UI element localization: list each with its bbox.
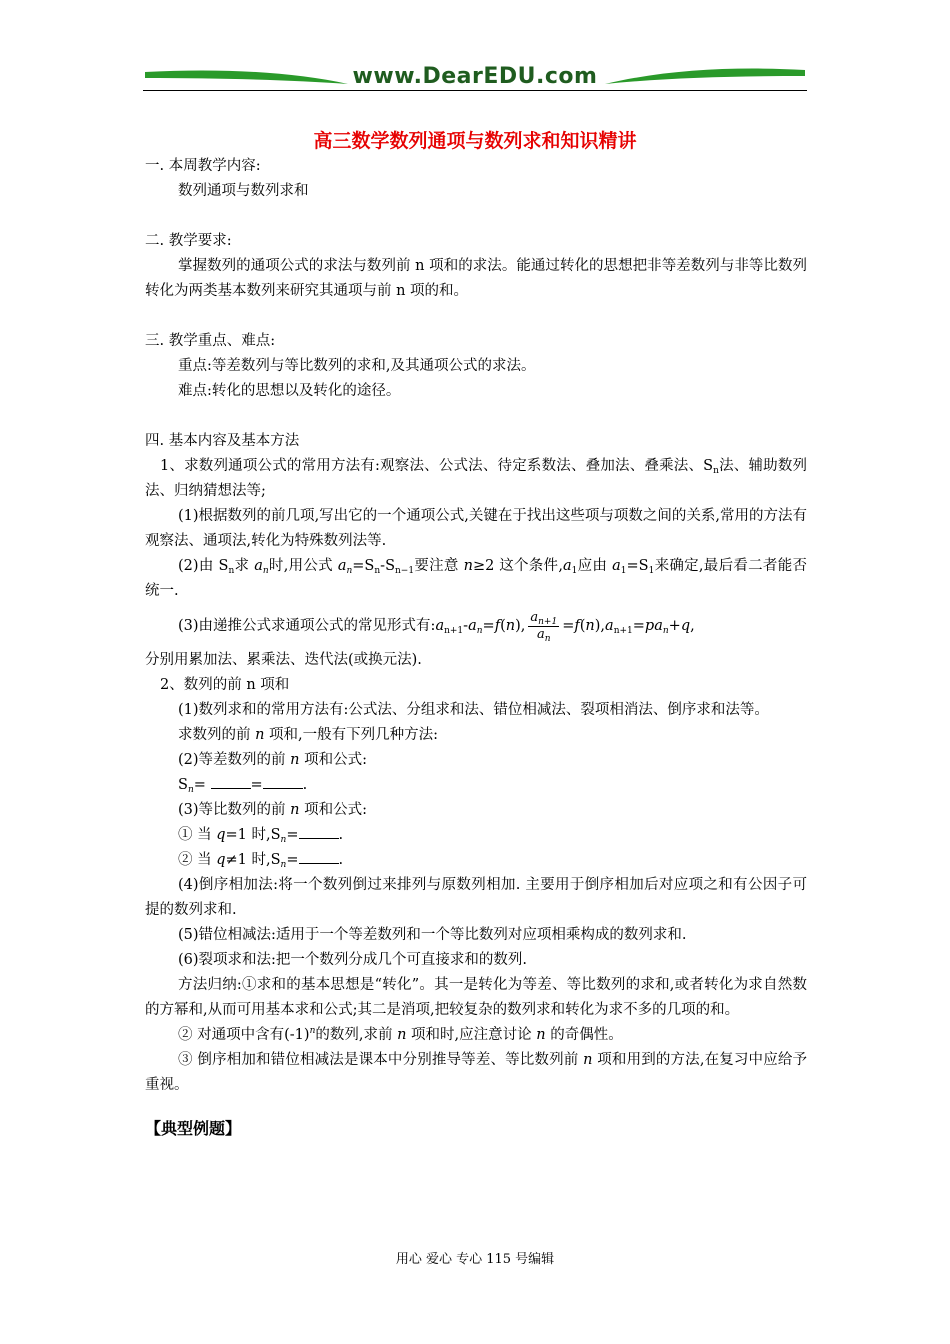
document-body xyxy=(145,154,807,1141)
examples-heading: 【典型例题】 xyxy=(145,1119,242,1138)
answer-blank xyxy=(211,774,251,789)
method-summary-3: ③ 倒序相加和错位相减法是课本中分别推导等差、等比数列前 n 项和用到的方法,在复习中应给予重视。 xyxy=(145,1052,808,1093)
item-1-p1: (1)根据数列的前几项,写出它的一个通项公式,关键在于找出这些项与项数之间的关系,常用的方法有观察法、通项法,转化为特殊数列法等. xyxy=(145,508,807,549)
page-footer: 用心 爱心 专心 115 号编辑 xyxy=(395,1252,555,1267)
section-3-heading: 三. 教学重点、难点: xyxy=(145,333,276,349)
site-logo[interactable]: www.DearEDU.com xyxy=(352,64,598,89)
recurrence-fraction: $\frac{a_{n+1}}{a_n}$ xyxy=(530,609,558,644)
header-rule xyxy=(143,90,807,91)
section-2-heading: 二. 教学要求: xyxy=(145,233,232,249)
method-summary-2: ② 对通项中含有$(-1)^n$的数列,求前 n 项和时,应注意讨论 n 的奇偶性。 xyxy=(178,1026,623,1043)
answer-blank xyxy=(263,774,303,789)
item-1: 1、求数列通项公式的常用方法有:观察法、公式法、待定系数法、叠加法、叠乘法、$S_n$法、辅助数列法、归纳猜想法等; xyxy=(145,458,808,499)
item-2-q6: (6)裂项求和法:把一个数列分成几个可直接求和的数列. xyxy=(178,952,528,968)
item-2-q1: (1)数列求和的常用方法有:公式法、分组求和法、错位相减法、裂项相消法、倒序求和法等。 xyxy=(178,702,769,718)
item-2-q3-a: ① 当 q=1 时$,S_n=$ . xyxy=(145,823,807,848)
item-2-q4: (4)倒序相加法:将一个数列倒过来排列与原数列相加. 主要用于倒序相加后对应项之和有公因子可提的数列求和. xyxy=(145,877,807,918)
section-1-heading: 一. 本周教学内容: xyxy=(145,158,261,174)
item-2-q3-b: ② 当 q≠1 时$,S_n=$ . xyxy=(145,848,807,873)
item-2-intro: 求数列的前 n 项和,一般有下列几种方法: xyxy=(178,727,439,743)
item-1-p2: (2)由 $S_n$求 $a_n$时,用公式 $a_n=S_n-S_{n-1}$要注意 n≥2 这个条件$,a_1$应由 $a_1=S_1$来确定,最后看二者能否统一. xyxy=(145,558,807,599)
method-summary-1: 方法归纳:①求和的基本思想是“转化”。其一是转化为等差、等比数列的求和,或者转化为求自然数的方幂和,从而可用基本求和公式;其二是消项,把较复杂的数列求和转化为求不多的几项的和。 xyxy=(145,977,807,1018)
section-2-body: 掌握数列的通项公式的求法与数列前 n 项和的求法。能通过转化的思想把非等差数列与非等比数列转化为两类基本数列来研究其通项与前 n 项的和。 xyxy=(145,258,807,299)
section-1-body: 数列通项与数列求和 xyxy=(178,183,309,199)
answer-blank xyxy=(299,824,339,839)
item-2-q5: (5)错位相减法:适用于一个等差数列和一个等比数列对应项相乘构成的数列求和. xyxy=(178,927,687,943)
item-1-p3: (3)由递推公式求通项公式的常见形式有$:a_{n+1}-a_n=f(n)$, $\frac{a_{n+1}}{a_n}$ $=f(n),a_{n+1}=pa_n+q$, xyxy=(178,609,695,644)
section-4-heading: 四. 基本内容及基本方法 xyxy=(145,433,300,449)
item-2-q2: (2)等差数列的前 n 项和公式: xyxy=(178,752,367,768)
item-2-q2-formula: $S_n=$ = . xyxy=(145,773,807,798)
item-2: 2、数列的前 n 项和 xyxy=(160,677,290,693)
answer-blank xyxy=(299,849,339,864)
page-title: 高三数学数列通项与数列求和知识精讲 xyxy=(313,130,637,152)
section-3-key: 重点:等差数列与等比数列的求和,及其通项公式的求法。 xyxy=(178,358,536,374)
section-3-hard: 难点:转化的思想以及转化的途径。 xyxy=(178,383,401,399)
item-1-p3-cont: 分别用累加法、累乘法、迭代法(或换元法). xyxy=(145,652,422,668)
item-2-q3: (3)等比数列的前 n 项和公式: xyxy=(178,802,367,818)
